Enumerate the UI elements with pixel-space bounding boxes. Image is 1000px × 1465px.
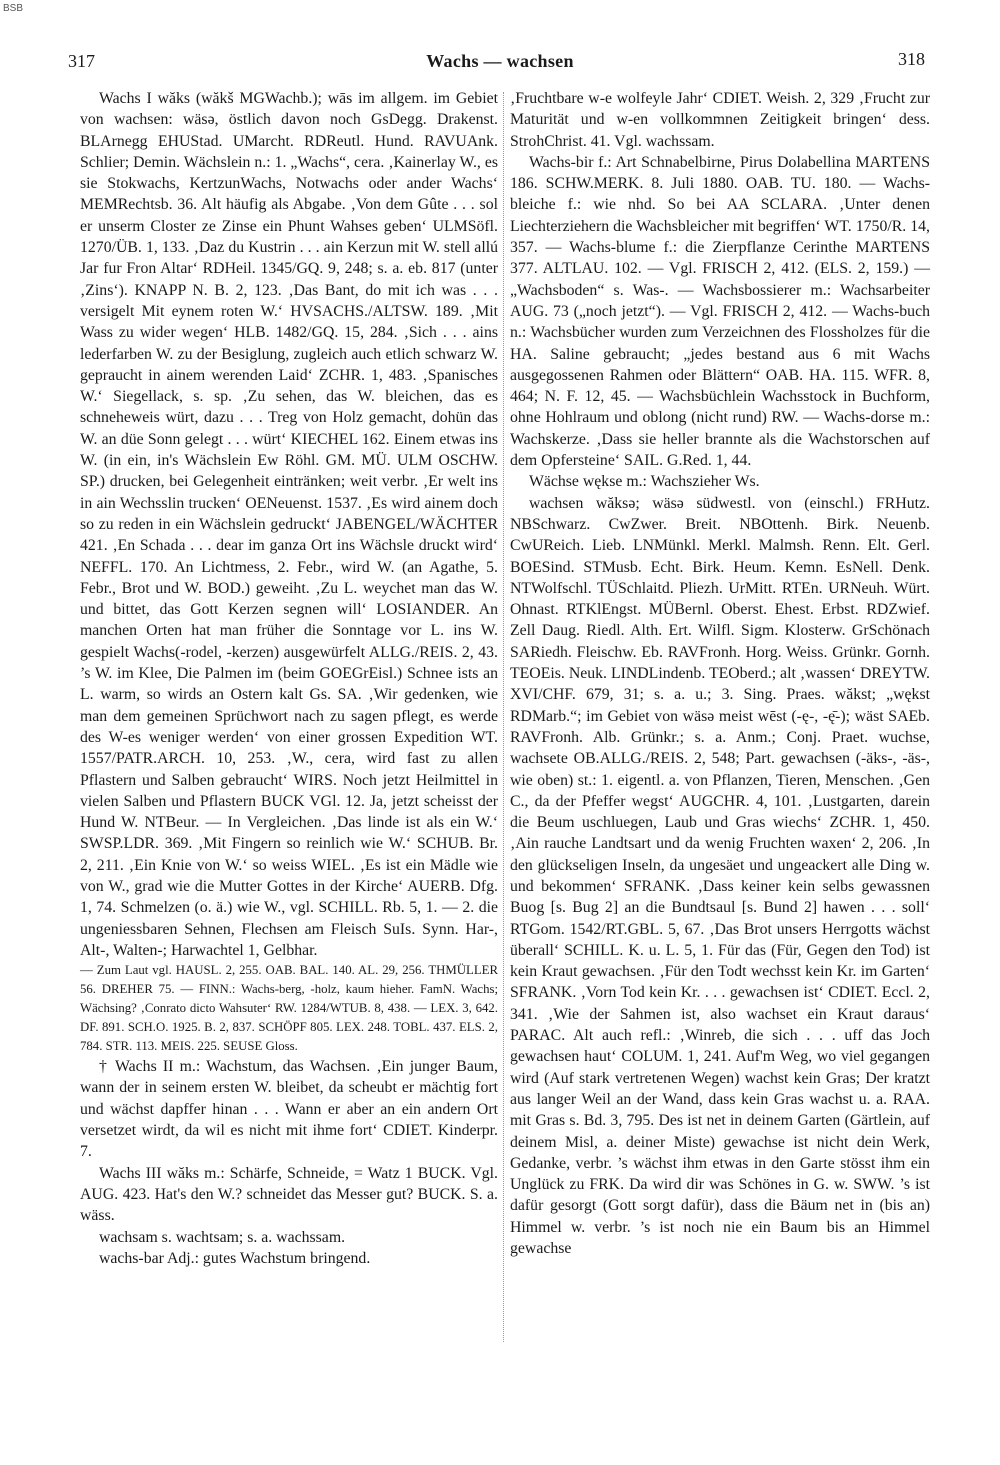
- entry-wachs-i-note: — Zum Laut vgl. HAUSL. 2, 255. OAB. BAL. 140. AL. 29, 256. THMÜLLER 56. DREHER 75. — FINN.: Wachs-berg, -holz, kaum hieher. FamN. Wachs; Wächsing? ‚Conrato dicto Wahsuter‘ RW. 1284/WTUB. 8, 438. — LEX. 3, 642. DF. 891. SCH.O. 1925. B. 2, 837. SCHÖPF 805. LEX. 248. TOBL. 437. ELS. 2, 784. STR. 113. MEIS. 225. SEUSE Gloss.: [80, 963, 498, 1054]
- entry-wachs-i: Wachs I wăks (wăkš MGWachb.); wās im allgem. im Gebiet von wachsen: wäsə, östlich davon noch GsDegg. Drakenst. BLArnegg EHUStad. UMarcht. RDReutl. Hund. RAVUAnk. Schlier; Demin. Wächslein n.: 1. „Wachs“, cera. ‚Kainerlay W., es sie Stokwachs, KertzunWachs, Notwachs oder ander Wachs‘ MEMRechtsb. 36. Alt häufig als Abgabe. ‚Von dem Gûte . . . sol er unserm Closter ze Zinse ein Phunt Wahses geben‘ ULMSöfl. 1270/ÜB. 1, 133. ‚Daz du Kustrin . . . ain Kerzun mit W. stell allú Jar fur Fron Altar‘ RDHeil. 1345/GQ. 9, 248; s. a. eb. 817 (unter ‚Zins‘). KNAPP N. B. 2, 123. ‚Das Bant, do mit ich was . . . versigelt Mit eynem roten W.‘ HVSACHS./ALTSW. 189. ‚Mit Wass zu wider wegen‘ HLB. 1482/GQ. 15, 284. ‚Sich . . . ains lederfarben W. zu der Besiglung, zugleich auch etlich schwarz W. gepraucht in ainem werenden Laid‘ ZCHR. 1, 483. ‚Spanisches W.‘ Siegellack, s. sp. ‚Zu sehen, das W. bleichen, das es schneheweis würt, dazu . . . Treg von Holz gemacht, dohün das W. an düe Sonn gelegt . . . würt‘ KIECHEL 162. Einem etwas ins W. (in ein, in's Wächslein Ew Röhl. GM. MÜ. ULM OSCHW. SP.) drucken, bei Gelegenheit eintränken; weit verbr. ‚Er welt ins in ain Wechsslin trucken‘ OENeuenst. 1537. ‚Es wird ainem doch so zu reden in ein Wächslein gedruckt‘ JABENGEL/WÄCHTER 421. ‚En Schada . . . dear im ganza Ort ins Wächsle druckt wird‘ NEFFL. 170. An Lichtmess, 2. Febr., wird W. (an Agathe, 5. Febr., Brot und W. BOD.) geweiht. ‚Zu L. weychet man das W. und bittet, das Gott Kerzen segnen will‘ LOSIANDER. An manchen Orten hat man früher die Sonntage vor L. ins W. gespielt Wachs(-rodel, -kerzen) ausgewürfelt ALLG./REIS. 2, 43. ’s W. im Klee, Die Palmen im (beim GOEGrEisl.) Schnee ists an L. warm, so wirds an Ostern kalt Gs. SA. ‚Wir gedenken, wie man dem gemeinen Sprüchwort nach zu sagen pflegt, es werde des W-es weniger werden‘ von einer grossen Expedition WT. 1557/PATR.ARCH. 10, 253. ‚W., cera, wird fast zu allen Pflastern und Salben gebraucht‘ WIRS. Noch jetzt Heilmittel in vielen Salben und Pflastern BUCK VGl. 12. Ja, jetzt scheisst der Hund W. NTBeur. — In Vergleichen. ‚Das linde ist als ein W.‘ SWSP.LDR. 369. ‚Mit Fingern so reinlich wie W.‘ SCHUB. Br. 2, 211. ‚Ein Knie von W.‘ so weiss WIEL. ‚Es ist ein Mädle wie von W., grad wie die Mutter Gottes in der Kirche‘ AUERB. Dfg. 1, 74. Schmelzen (o. ä.) wie W., vgl. SCHILL. Rb. 5, 1. — 2. die ungeniessbaren Sehnen, Flechsen am Fleisch SuIs. Synn. Har-, Alt-, Walten-; Harwachtel 1, Gelbhar.: [80, 90, 498, 959]
- entry-wachs-bar: wachs-bar Adj.: gutes Wachstum bringend.: [98, 1249, 371, 1267]
- entry-wachs-compounds: Wachs-bir f.: Art Schnabelbirne, Pirus Dolabellina MARTENS 186. SCHW.MERK. 8. Juli 1880. OAB. TU. 180. — Wachs-bleiche f.: wie nhd. So bei AA SCLARA. ‚Unter denen Liechterziehern die Wachsbleicher mit begriffen‘ WT. 1750/R. 14, 357. — Wachs-blume f.: die Zierpflanze Cerinthe MARTENS 377. ALTLAU. 102. — Vgl. FRISCH 2, 412. (ELS. 2, 159.) — „Wachsboden“ s. Was-. — Wachsbossierer m.: Wachsarbeiter AUG. 73 („noch jetzt“). — Vgl. FRISCH 2, 412. — Wachs-buch n.: Wachsbücher wurden zum Verzeichnen des Flossholzes für die HA. Saline gebraucht; „jedes bestand aus 6 mit Wachs ausgegossenen Rahmen oder Blättern“ OAB. HA. 115. WFR. 8, 464; N. F. 12, 45. — Wachsbüchlein Wachsstock in Buchform, ohne Hohlraum und oblong (nicht rund) RW. — Wachs-dorse m.: Wachskerze. ‚Dass sie heller brannte als die Wachstorschen auf dem Opfersteine‘ SAIL. G.Red. 1, 44.: [510, 153, 930, 470]
- page-number-left: 317: [68, 51, 95, 71]
- right-column: [510, 88, 930, 1259]
- column-divider: [503, 92, 504, 1342]
- left-column: [80, 88, 498, 1269]
- entry-waechse: Wächse wękse m.: Wachszieher Ws.: [528, 473, 760, 491]
- entry-wachsam: wachsam s. wachtsam; s. a. wachssam.: [98, 1228, 346, 1246]
- entry-wachs-bar-continued: ‚Fruchtbare w-e wolfeyle Jahr‘ CDIET. Weish. 2, 329 ‚Frucht zur Maturität und w-en vollkommnen Zeitigkeit bringen‘ dess. StrohChrist. 41. Vgl. wachssam.: [510, 90, 930, 150]
- page-number-right: 318: [898, 49, 925, 69]
- entry-wachsen: wachsen wăksə; wäsə südwestl. von (einschl.) FRHutz. NBSchwarz. CwZwer. Breit. NBOttenh. Birk. Neuenb. CwUReich. Lieb. LNMünkl. Merkl. Malmsh. Renn. Elt. Gerl. BOESind. STMusb. Echt. Birk. Heum. Kemn. EsNell. Denk. NTWolfschl. TÜSchlaitd. Pliezh. UrMitt. RTEn. URNeuh. Würt. Ohnast. RTKlEngst. MÜBernl. Oberst. Ehest. Erbst. RDZwief. Zell Daug. Riedl. Alth. Ert. Wilfl. Sigm. Klosterw. GrSchönach SARiedh. Fleischw. Eb. RAVFronh. Horg. Weiss. Grünkr. Gornh. TEOEis. Neuk. LINDLindenb. TEOberd.; alt ‚wassen‘ DREYTW. XVI/CHF. 679, 31; s. a. u.; 3. Sing. Praes. wăkst; „wękst RDMarb.“; im Gebiet von wäsə meist wēst (-ę-, -ę̄-); wäst SAEb. RAVFronh. Alb. Grünkr.; s. a. Anm.; Conj. Praet. wuchse, wachsete OB.ALLG./REIS. 2, 548; Part. gewachsen (-äks-, -äs-, wie oben) st.: 1. eigentl. a. von Pflanzen, Tieren, Menschen. ‚Gen C., da der Pfeffer wegst‘ AUGCHR. 4, 101. ‚Lustgarten, darein die Beum uschluegen, Laub und Gras wiechs‘ ZCHR. 1, 450. ‚Ain rauche Landtsart und da wenig Fruchten waxen‘ 2, 206. ‚In den glückseligen Inseln, da ungesäet und ungeackert alle Ding w. und bekommen‘ SFRANK. ‚Dass keiner kein selbs gewassnen Buog [s. Bug 2] an die Bundtsaul [s. Bund 2] hawen . . . soll‘ RTGom. 1542/RT.GBL. 5, 67. ‚Das Brot unsers Herrgotts wächst überall‘ SCHILL. K. u. L. 5, 1. Für das (Für, Gegen den Tod) ist kein Kraut gewachsen. ‚Für den Todt wechsst kein Kr. im Garten‘ SFRANK. ‚Vorn Tod kein Kr. . . . gewachsen ist‘ CDIET. Eccl. 2, 341. ‚Wie der Sahmen ist, also wachset ein Kraut daraus‘ PARAC. Alt auch refl.: ‚Winreb, die sich . . . uff das Joch gewachsen haut‘ COLUM. 1, 241. Auf'm Weg, wo viel gegangen wird (Auf stark vertretenen Wegen) wachst kein Gras; Der kratzt aus langer Weil an der Wand, dass kein Gras wachst u. a. RAA. mit Gras s. Bd. 3, 795. Des ist net in deinem Garten (Gärtlein, auf deinem Misl, a. deiner Miste) gewachse ist nicht dein Werk, Gedanke, verbr. ’s wächst ihm etwas in den Garte stösst ihm ein Unglück zu FRK. Da wird dir was Schönes in G. w. SWW. ’s ist dafür gesorgt (Gott sorgt dafür), dass die Bäum net in (bis an) Himmel w. verbr. ’s ist noch nie ein Baum bis an Himmel gewachse: [510, 494, 930, 1258]
- entry-wachs-ii: † Wachs II m.: Wachstum, das Wachsen. ‚Ein junger Baum, wann der in seinem ersten W. bleibet, da scheubt er mächtig fort und wächst dapffer hinan . . . Wann er aber an ein andern Ort versetzet wirdt, da wil es nicht mit ihme fort‘ CDIET. Kinderpr. 7.: [80, 1058, 498, 1161]
- library-stamp: BSB: [3, 3, 24, 14]
- entry-wachs-iii: Wachs III wăks m.: Schärfe, Schneide, = Watz 1 BUCK. Vgl. AUG. 423. Hat's den W.? schneidet das Messer gut? BUCK. S. a. wäss.: [80, 1164, 498, 1225]
- running-title: Wachs — wachsen: [426, 51, 574, 71]
